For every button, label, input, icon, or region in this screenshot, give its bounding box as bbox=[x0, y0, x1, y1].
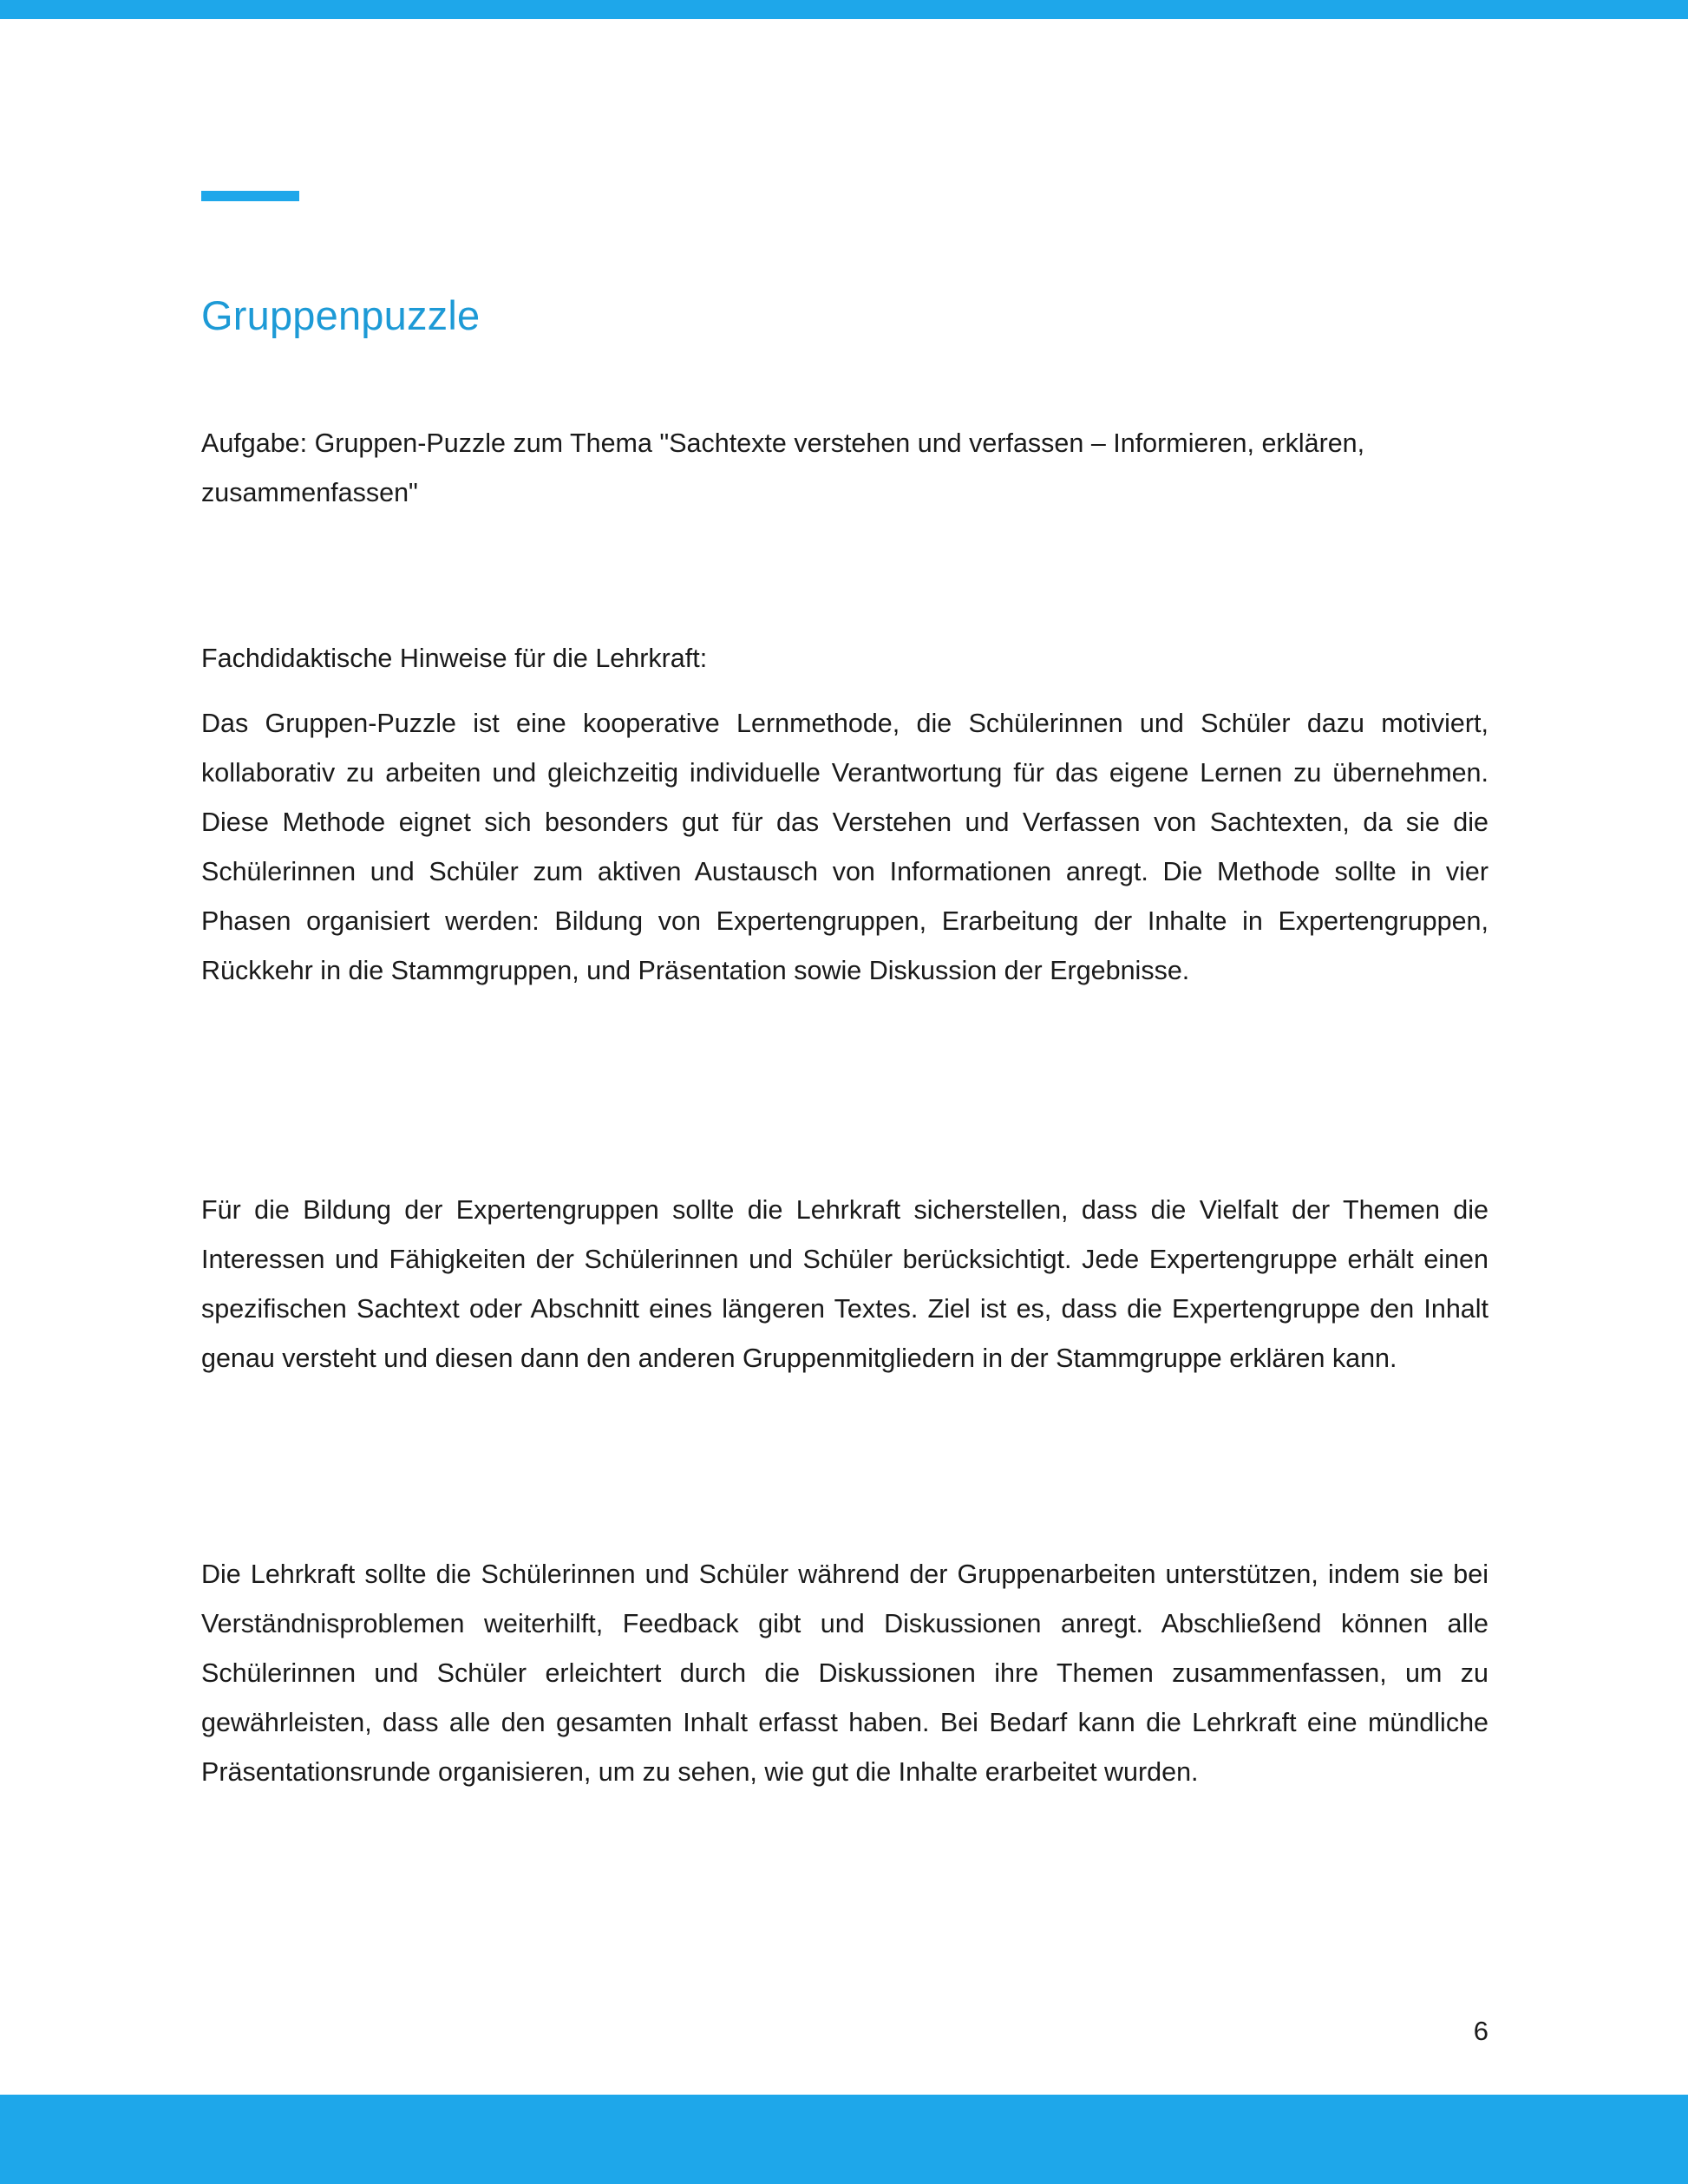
top-accent-bar bbox=[0, 0, 1688, 19]
page-number: 6 bbox=[1473, 2016, 1488, 2046]
didactics-paragraph-2: Für die Bildung der Expertengruppen sollte die Lehrkraft sicherstellen, dass die Vielfalt der Themen die Interessen und Fähigkeiten der Schülerinnen und Schüler berücksichtigt. Jede Expertengruppe erhält einen spezifischen Sachtext oder Abschnitt eines längeren Textes. Ziel ist es, dass die Expertengruppe den Inhalt genau versteht und diesen dann den anderen Gruppenmitgliedern in der Stammgruppe erklären kann. bbox=[201, 1194, 1488, 1373]
didactics-paragraph-3: Die Lehrkraft sollte die Schülerinnen und Schüler während der Gruppenarbeiten unterstützen, indem sie bei Verständnisproblemen weiterhilft, Feedback gibt und Diskussionen anregt. Abschließend können alle Schülerinnen und Schüler erleichtert durch die Diskussionen ihre Themen zusammenfassen, um zu gewährleisten, dass alle den gesamten Inhalt erfasst haben. Bei Bedarf kann die Lehrkraft eine mündliche Präsentationsrunde organisieren, um zu sehen, wie gut die Inhalte erarbeitet wurden. bbox=[201, 1559, 1488, 1787]
page-title: Gruppenpuzzle bbox=[201, 292, 481, 338]
assignment-text: Aufgabe: Gruppen-Puzzle zum Thema "Sachtexte verstehen und verfassen – Informieren, erklären, zusammenfassen" bbox=[201, 428, 1365, 507]
didactics-paragraph-1: Das Gruppen-Puzzle ist eine kooperative Lernmethode, die Schülerinnen und Schüler dazu motiviert, kollaborativ zu arbeiten und gleichzeitig individuelle Verantwortung für das eigene Lernen zu übernehmen. Diese Methode eignet sich besonders gut für das Verstehen und Verfassen von Sachtexten, da sie die Schülerinnen und Schüler zum aktiven Austausch von Informationen anregt. Die Methode sollte in vier Phasen organisiert werden: Bildung von Expertengruppen, Erarbeitung der Inhalte in Expertengruppen, Rückkehr in die Stammgruppen, und Präsentation sowie Diskussion der Ergebnisse. bbox=[201, 708, 1488, 985]
title-accent-dash bbox=[201, 191, 299, 201]
bottom-accent-bar bbox=[0, 2095, 1688, 2184]
didactics-heading: Fachdidaktische Hinweise für die Lehrkraft: bbox=[201, 643, 708, 673]
